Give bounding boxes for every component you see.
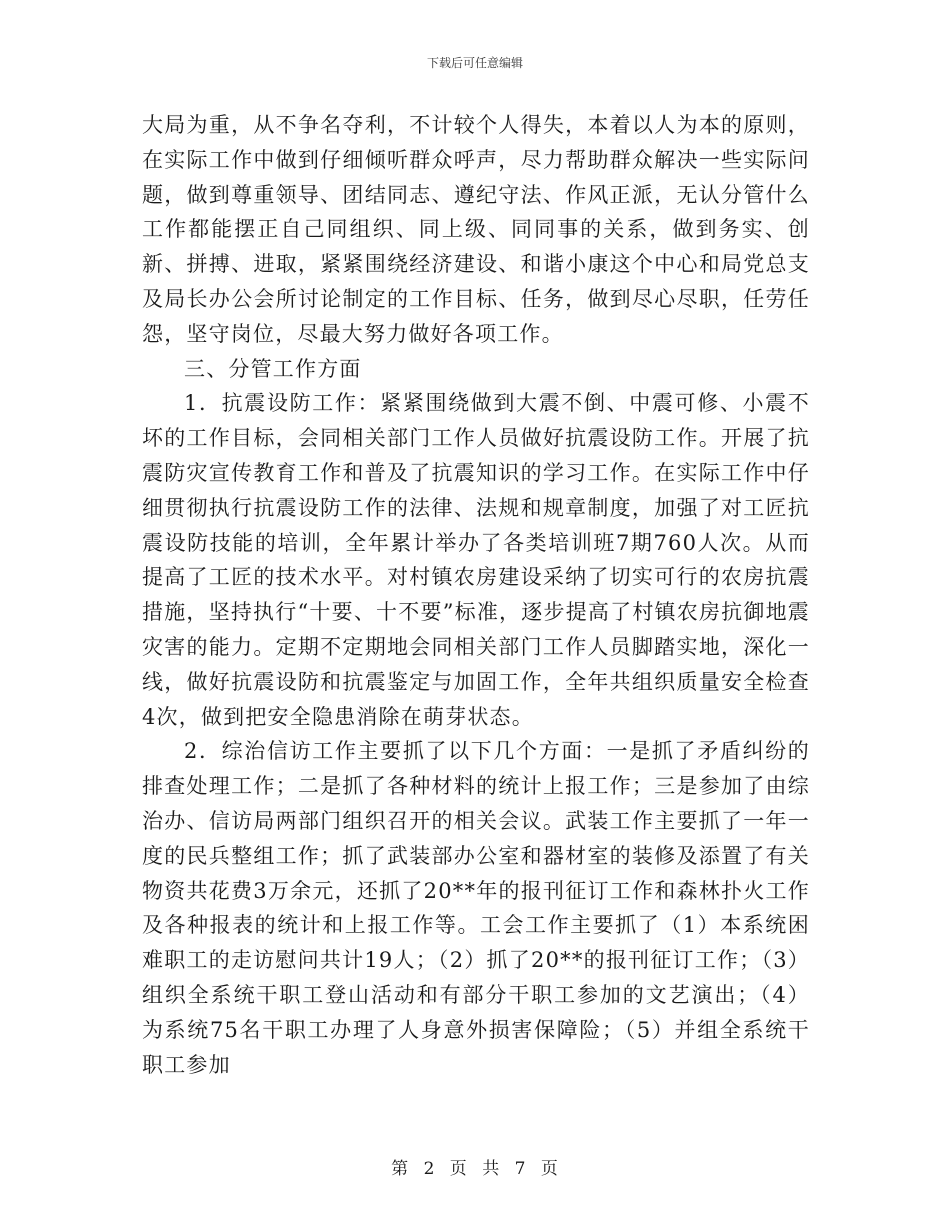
section-heading: 三、分管工作方面 — [184, 356, 362, 381]
page-header: 下载后可任意编辑 — [426, 56, 523, 70]
paragraph-seismic: 1．抗震设防工作：紧紧围绕做到大震不倒、中震可修、小震不坏的工作目标，会同相关部门工作人员做好抗震设防工作。开展了抗震防灾宣传教育工作和普及了抗震知识的学习工作。在实际工作中仔细贯彻执行抗震设防工作的法律、法规和规章制度，加强了对工匠抗震设防技能的培训，全年累计举办了各类培训班7期760人次。从而提高了工匠的技术水平。对村镇农房建设采纳了切实可行的农房抗震措施，坚持执行“十要、十不要”标准，逐步提高了村镇农房抗御地震灾害的能力。定期不定期地会同相关部门工作人员脚踏实地，深化一线，做好抗震设防和抗震鉴定与加固工作，全年共组织质量安全检查4次，做到把安全隐患消除在萌芽状态。 — [142, 391, 810, 729]
paragraph-petition: 2．综治信访工作主要抓了以下几个方面：一是抓了矛盾纠纷的排查处理工作；二是抓了各种材料的统计上报工作；三是参加了由综治办、信访局两部门组织召开的相关会议。武装工作主要抓了一年一度的民兵整组工作；抓了武装部办公室和器材室的装修及添置了有关物资共花费3万余元，还抓了20**年的报刊征订工作和森林扑火工作及各种报表的统计和上报工作等。工会工作主要抓了（1）本系统困难职工的走访慰问共计19人；（2）抓了20**的报刊征订工作；（3）组织全系统干职工登山活动和有部分干职工参加的文艺演出；（4）为系统75名干职工办理了人身意外损害保障险；（5）并组全系统干职工参加 — [142, 739, 810, 1077]
page-footer: 第 2 页 共 7 页 — [391, 1159, 559, 1179]
paragraph-continuation: 大局为重，从不争名夺利，不计较个人得失，本着以人为本的原则，在实际工作中做到仔细倾听群众呼声，尽力帮助群众解决一些实际问题，做到尊重领导、团结同志、遵纪守法、作风正派，无认分管什么工作都能摆正自己同组织、同上级、同同事的关系，做到务实、创新、拼搏、进取，紧紧围绕经济建设、和谐小康这个中心和局党总支及局长办公会所讨论制定的工作目标、任务，做到尽心尽职，任劳任怨，坚守岗位，尽最大努力做好各项工作。 — [142, 113, 810, 346]
document-body — [142, 108, 810, 1082]
